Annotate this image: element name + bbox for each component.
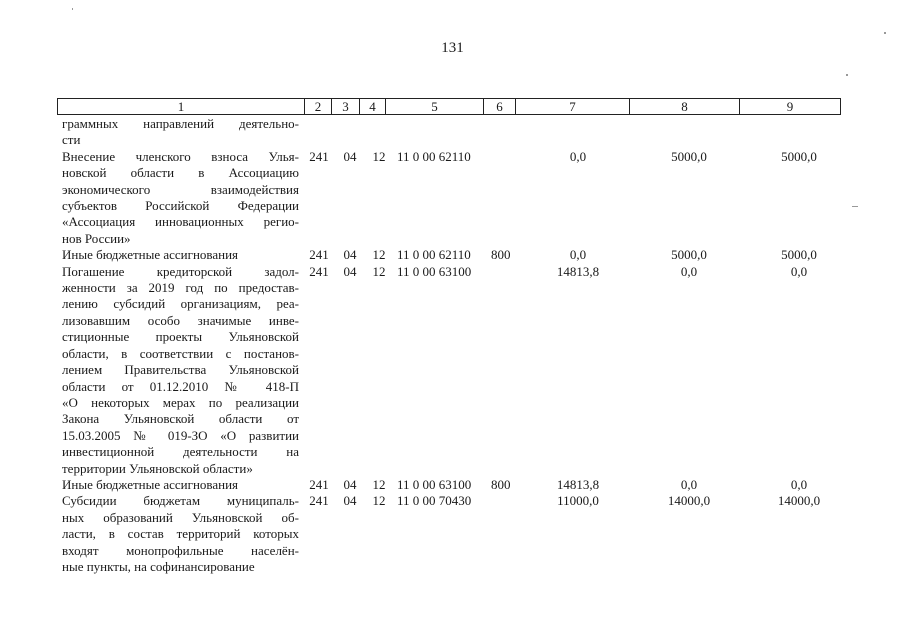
row-name-line: Субсидии бюджетам муниципаль- (62, 493, 299, 509)
cell-c2 (303, 116, 335, 149)
row-name (62, 264, 303, 477)
cell-c7: 0,0 (569, 148, 587, 164)
row-name-line: стиционные проекты Ульяновской (62, 329, 299, 345)
cell-c2: 241 (309, 493, 329, 509)
table-row (62, 264, 851, 477)
row-name-line: лизовавшим особо значимые инве- (62, 312, 299, 328)
cell-c3: 04 (343, 493, 357, 509)
cell-c7 (525, 116, 631, 149)
cell-c7: 14813,8 (556, 476, 600, 492)
cell-c6: 800 (491, 247, 511, 263)
header-col-3: 3 (332, 99, 360, 114)
row-name-line: ные пункты, на софинансирование (62, 558, 255, 574)
cell-c2: 241 (309, 148, 329, 164)
row-name (62, 116, 303, 149)
cell-c3 (335, 116, 365, 149)
cell-c6 (491, 149, 525, 247)
cell-c9: 0,0 (790, 476, 808, 492)
row-name-line: лению субсидий организациям, реа- (62, 296, 299, 312)
row-name-line: области от 01.12.2010 № 418-П (62, 378, 299, 394)
header-col-1: 1 (58, 99, 305, 114)
cell-c9 (747, 116, 851, 149)
row-name (62, 149, 303, 247)
header-col-5: 5 (386, 99, 484, 114)
cell-c9: 5000,0 (781, 148, 817, 164)
row-name-line: Иные бюджетные ассигнования (62, 476, 239, 492)
cell-c6: 800 (491, 476, 511, 492)
scan-speck (884, 32, 886, 34)
row-name-line: «Ассоциация инновационных регио- (62, 214, 299, 230)
table-row (62, 247, 851, 263)
cell-c3: 04 (343, 148, 357, 164)
cell-c2: 241 (309, 247, 329, 263)
header-col-8: 8 (630, 99, 740, 114)
cell-c7: 11000,0 (557, 493, 599, 509)
cell-c5: 11 0 00 62110 (397, 148, 471, 164)
table-row (62, 116, 851, 149)
row-name-line: Закона Ульяновской области от (62, 411, 299, 427)
row-name-line: ных образований Ульяновской об- (62, 509, 299, 525)
cell-c3: 04 (343, 476, 357, 492)
row-name-line: Иные бюджетные ассигнования (62, 247, 239, 263)
cell-c2: 241 (309, 476, 329, 492)
scan-speck (846, 74, 848, 76)
row-name-line: экономического взаимодействия (62, 181, 299, 197)
row-name-line: ласти, в состав территорий которых (62, 526, 299, 542)
row-name-line: лением Правительства Ульяновской (62, 362, 299, 378)
row-name-line: женности за 2019 год по предостав- (62, 280, 299, 296)
row-name (62, 247, 303, 263)
cell-c2: 241 (309, 263, 329, 279)
header-col-9: 9 (786, 99, 794, 114)
cell-c4: 12 (372, 247, 386, 263)
table-row (62, 493, 851, 575)
row-name-line: входят монопрофильные населён- (62, 542, 299, 558)
scan-speck (72, 8, 73, 10)
table-row (62, 149, 851, 247)
cell-c5: 11 0 00 63100 (397, 476, 472, 492)
header-col-2: 2 (305, 99, 332, 114)
header-col-7: 7 (516, 99, 630, 114)
row-name-line: Внесение членского взноса Улья- (62, 148, 299, 164)
cell-c9: 14000,0 (777, 493, 821, 509)
cell-c8: 14000,0 (667, 493, 711, 509)
table-header (57, 98, 841, 115)
cell-c9: 0,0 (790, 263, 808, 279)
cell-c5: 11 0 00 63100 (397, 263, 472, 279)
cell-c3: 04 (343, 263, 357, 279)
row-name-line: граммных направлений деятельно- (62, 116, 299, 131)
row-name-line: территории Ульяновской области» (62, 460, 253, 476)
row-name-line: субъектов Российской Федерации (62, 198, 299, 214)
row-name-line: нов России» (62, 230, 131, 246)
header-col-6: 6 (484, 99, 516, 114)
row-name (62, 477, 303, 493)
cell-c8 (631, 116, 747, 149)
cell-c6 (491, 264, 525, 477)
cell-c8: 5000,0 (671, 148, 707, 164)
cell-c9: 5000,0 (781, 247, 817, 263)
cell-c8: 0,0 (680, 476, 698, 492)
table-row (62, 477, 851, 493)
row-name-line: «О некоторых мерах по реализации (62, 394, 299, 410)
row-name-line: сти (62, 132, 81, 148)
cell-c7: 14813,8 (556, 263, 600, 279)
cell-c5: 11 0 00 62110 (397, 247, 471, 263)
cell-c8: 5000,0 (671, 247, 707, 263)
cell-c5 (393, 116, 491, 149)
row-name-line: Погашение кредиторской задол- (62, 263, 299, 279)
cell-c4: 12 (372, 148, 386, 164)
cell-c4 (365, 116, 393, 149)
header-col-4: 4 (360, 99, 386, 114)
cell-c4: 12 (372, 493, 386, 509)
cell-c6 (491, 116, 525, 149)
row-name-line: инвестиционной деятельности на (62, 444, 299, 460)
cell-c4: 12 (372, 476, 386, 492)
row-name-line: новской области в Ассоциацию (62, 165, 299, 181)
cell-c5: 11 0 00 70430 (397, 493, 472, 509)
row-name-line: 15.03.2005 № 019-ЗО «О развитии (62, 427, 299, 443)
row-name (62, 493, 303, 575)
row-name-line: области, в соответствии с постанов- (62, 345, 299, 361)
cell-c3: 04 (343, 247, 357, 263)
cell-c7: 0,0 (569, 247, 587, 263)
budget-table (62, 116, 851, 575)
cell-c8: 0,0 (680, 263, 698, 279)
cell-c6 (491, 493, 525, 575)
cell-c4: 12 (372, 263, 386, 279)
page-number: 131 (441, 40, 464, 56)
scan-speck (852, 206, 858, 207)
